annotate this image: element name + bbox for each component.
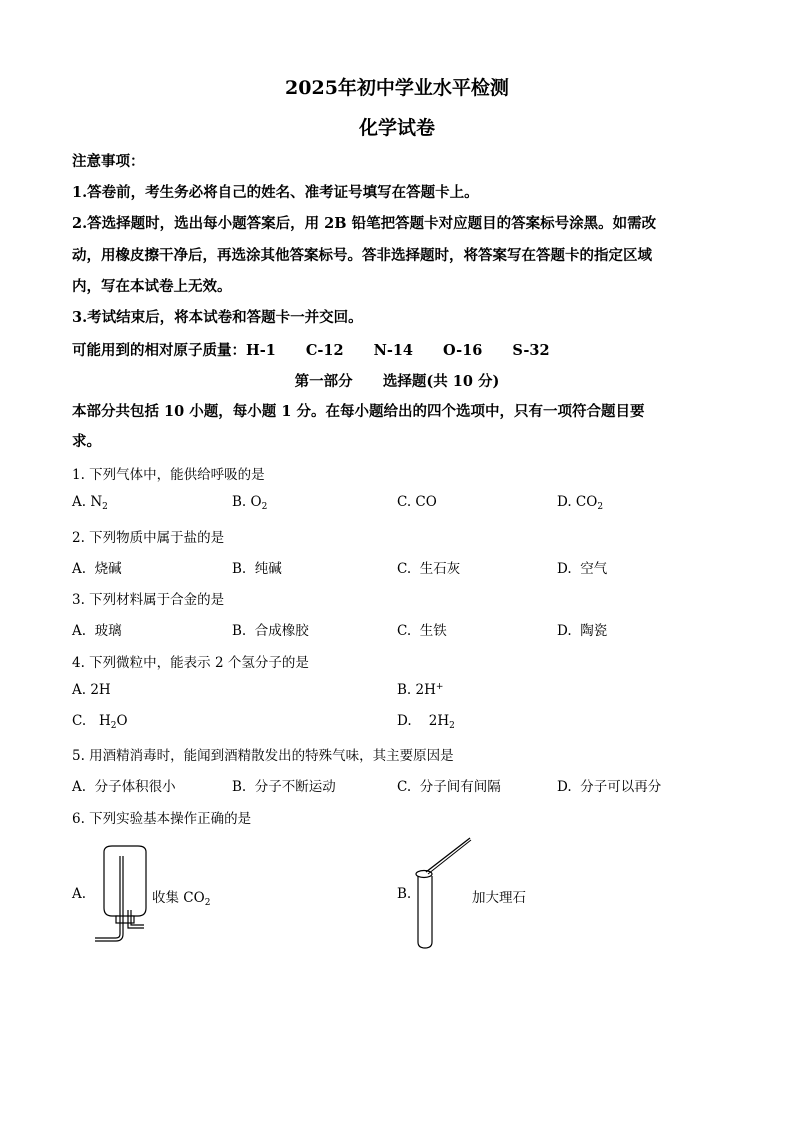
q5-option-b: B. 分子不断运动 xyxy=(232,779,336,795)
atomic-mass-s: S-32 xyxy=(512,342,550,359)
spoon-handle xyxy=(426,838,470,872)
gas-bottle-outline xyxy=(104,846,146,922)
q3-option-c: C. 生铁 xyxy=(397,623,447,639)
q1-option-a: A. $N_2$ xyxy=(72,494,108,512)
q2-option-d: D. 空气 xyxy=(557,561,608,577)
notice-item-2-line-3: 内，写在本试卷上无效。 xyxy=(72,278,232,295)
q1-option-c: C. CO xyxy=(397,494,437,510)
atomic-mass-h: H-1 xyxy=(246,342,276,359)
q3-option-b: B. 合成橡胶 xyxy=(232,623,309,639)
exam-title: 2025年初中学业水平检测 xyxy=(285,77,509,99)
q3-option-a: A. 玻璃 xyxy=(72,623,122,639)
q5-option-c: C. 分子间有间隔 xyxy=(397,779,501,795)
test-tube xyxy=(418,876,432,948)
section-intro-line-2: 求。 xyxy=(72,433,101,450)
gas-collection-apparatus-figure xyxy=(92,844,152,944)
q4-option-c: C. $H_2O$ xyxy=(72,713,128,731)
section-heading: 第一部分 选择题(共 10 分) xyxy=(294,373,500,390)
notice-item-1: 1.答卷前，考生务必将自己的姓名、准考证号填写在答题卡上。 xyxy=(72,184,479,201)
q1-option-d: D. $CO_2$ xyxy=(557,494,604,512)
q1-option-b: B. $O_2$ xyxy=(232,494,268,512)
atomic-mass-n: N-14 xyxy=(373,342,414,359)
atomic-mass-c: C-12 xyxy=(305,342,344,359)
q6-option-a-label: A. xyxy=(72,886,87,902)
q4-option-b: B. 2H+ xyxy=(397,682,444,698)
q5-stem: 5. 用酒精消毒时，能闻到酒精散发出的特殊气味，其主要原因是 xyxy=(72,748,454,764)
long-tube xyxy=(95,856,120,938)
q4-stem: 4. 下列微粒中，能表示 2 个氢分子的是 xyxy=(72,655,309,671)
notice-item-2-line-2: 动，用橡皮擦干净后，再选涂其他答案标号。答非选择题时，将答案写在答题卡的指定区域 xyxy=(72,247,652,264)
q5-option-a: A. 分子体积很小 xyxy=(72,779,176,795)
q2-option-a: A. 烧碱 xyxy=(72,561,122,577)
q6-stem: 6. 下列实验基本操作正确的是 xyxy=(72,811,252,827)
q6-option-a-caption: 收集 $CO_2$ xyxy=(152,890,211,908)
notice-item-3: 3.考试结束后，将本试卷和答题卡一并交回。 xyxy=(72,309,363,326)
q6-option-b-label: B. xyxy=(397,886,412,902)
q4-option-a: A. 2H xyxy=(72,682,111,698)
section-intro-line-1: 本部分共包括 10 小题，每小题 1 分。在每小题给出的四个选项中，只有一项符合题目要 xyxy=(72,403,645,420)
q5-option-d: D. 分子可以再分 xyxy=(557,779,662,795)
q2-option-c: C. 生石灰 xyxy=(397,561,461,577)
exam-subtitle: 化学试卷 xyxy=(358,117,435,139)
q6-option-b-caption: 加大理石 xyxy=(472,890,526,906)
q3-option-d: D. 陶瓷 xyxy=(557,623,608,639)
q4-option-d: D. $2H_2$ xyxy=(397,713,455,731)
atomic-mass-line xyxy=(72,339,550,360)
q1-stem: 1. 下列气体中，能供给呼吸的是 xyxy=(72,467,265,483)
q2-stem: 2. 下列物质中属于盐的是 xyxy=(72,530,225,546)
atomic-mass-label: 可能用到的相对原子质量： xyxy=(72,342,246,359)
q3-stem: 3. 下列材料属于合金的是 xyxy=(72,592,225,608)
atomic-mass-o: O-16 xyxy=(443,342,483,359)
notice-item-2-line-1: 2.答选择题时，选出每小题答案后，用 2B 铅笔把答题卡对应题目的答案标号涂黑。如需改 xyxy=(72,215,657,232)
notice-heading: 注意事项： xyxy=(72,153,145,170)
q2-option-b: B. 纯碱 xyxy=(232,561,282,577)
long-tube-inner xyxy=(95,856,123,941)
